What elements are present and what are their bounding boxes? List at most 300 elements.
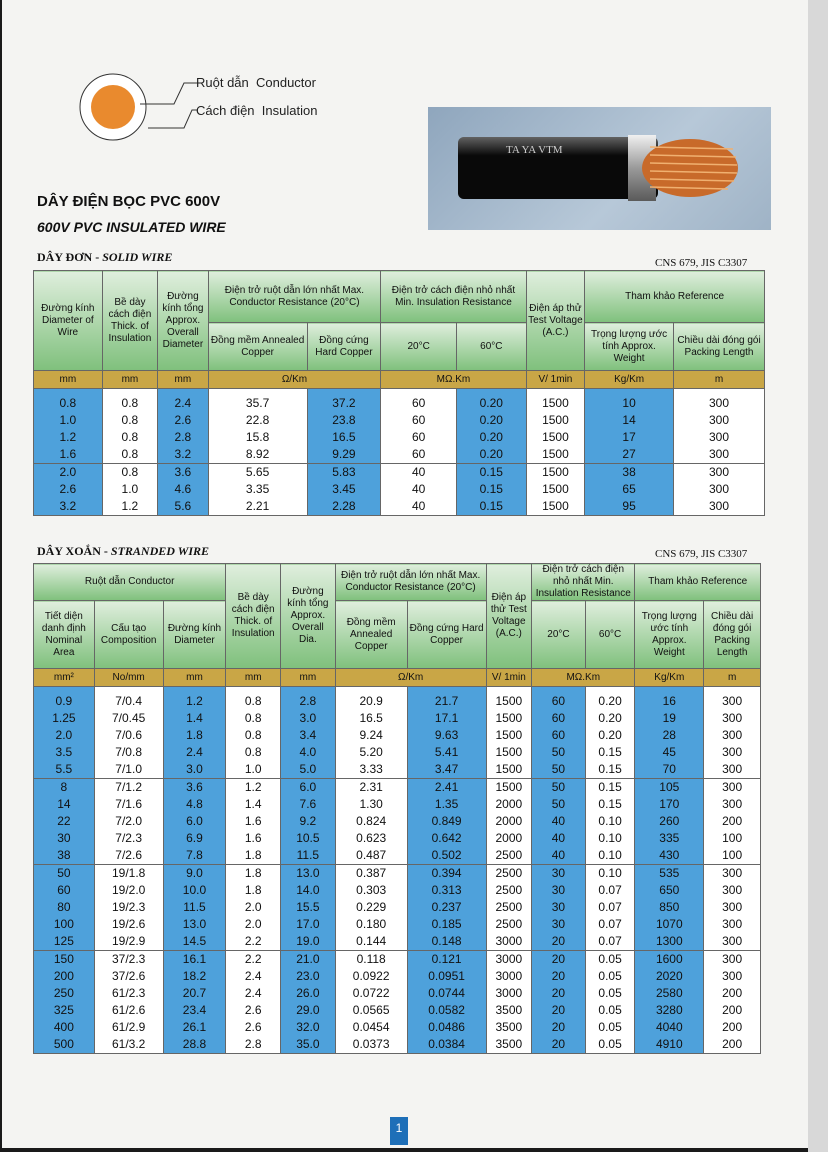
table-cell: 200 — [704, 985, 761, 1002]
table-cell: 0.10 — [585, 865, 635, 883]
table-cell: 3.47 — [407, 761, 486, 779]
table-cell: 0.15 — [585, 744, 635, 761]
table-cell: 7/2.0 — [94, 813, 163, 830]
table-cell: 5.41 — [407, 744, 486, 761]
hdr-weight: Trọng lượng ước tính Approx. Weight — [635, 601, 704, 669]
table-cell: 1600 — [635, 951, 704, 969]
table-cell: 335 — [635, 830, 704, 847]
table-cell: 30 — [34, 830, 95, 847]
table-cell: 40 — [532, 813, 586, 830]
hdr-thick: Bề dày cách điện Thick. of Insulation — [102, 271, 158, 371]
table-cell: 10.5 — [281, 830, 336, 847]
table-row — [34, 446, 765, 464]
unit-cell: V/ 1min — [526, 371, 585, 389]
table-cell: 300 — [704, 727, 761, 744]
table-cell: 300 — [704, 951, 761, 969]
table-cell: 260 — [635, 813, 704, 830]
table-cell: 16.5 — [307, 429, 381, 446]
table-cell: 300 — [674, 498, 765, 516]
table-cell: 37.2 — [307, 395, 381, 412]
hdr-annealed: Đồng mềm Annealed Copper — [335, 601, 407, 669]
solid-wire-table — [33, 270, 765, 516]
stranded-standard: CNS 679, JIS C3307 — [655, 548, 748, 560]
table-cell: 0.05 — [585, 1036, 635, 1054]
table-cell: 1.6 — [34, 446, 103, 464]
table-cell: 0.0384 — [407, 1036, 486, 1054]
table-cell: 2.2 — [226, 951, 281, 969]
table-cell: 20 — [532, 1019, 586, 1036]
table-cell: 300 — [704, 796, 761, 813]
table-cell: 100 — [704, 830, 761, 847]
hdr-area: Tiết diện danh định Nominal Area — [34, 601, 95, 669]
table-cell: 23.0 — [281, 968, 336, 985]
table-cell: 10 — [585, 395, 674, 412]
table-cell: 61/3.2 — [94, 1036, 163, 1054]
table-cell: 19/2.9 — [94, 933, 163, 951]
table-cell: 0.20 — [585, 710, 635, 727]
table-cell: 100 — [34, 916, 95, 933]
table-cell: 1500 — [486, 779, 532, 797]
table-cell: 105 — [635, 779, 704, 797]
table-cell: 0.15 — [456, 481, 526, 498]
table-cell: 7/0.6 — [94, 727, 163, 744]
table-cell: 6.9 — [163, 830, 226, 847]
table-row — [34, 464, 765, 482]
table-cell: 2.8 — [281, 693, 336, 710]
table-cell: 0.185 — [407, 916, 486, 933]
table-cell: 6.0 — [281, 779, 336, 797]
table-cell: 0.20 — [585, 727, 635, 744]
insulation-label: Cách điện Insulation — [196, 103, 318, 118]
table-cell: 9.29 — [307, 446, 381, 464]
table-cell: 0.121 — [407, 951, 486, 969]
table-cell: 50 — [34, 865, 95, 883]
stranded-wire-table — [33, 563, 761, 1054]
table-cell: 200 — [704, 1002, 761, 1019]
table-cell: 2.0 — [34, 464, 103, 482]
table-cell: 11.5 — [163, 899, 226, 916]
hdr-thick: Bề dày cách điện Thick. of Insulation — [226, 564, 281, 669]
table-cell: 14.5 — [163, 933, 226, 951]
table-row — [34, 813, 761, 830]
table-row — [34, 882, 761, 899]
table-cell: 0.8 — [226, 710, 281, 727]
table-cell: 0.8 — [226, 693, 281, 710]
table-cell: 4910 — [635, 1036, 704, 1054]
table-cell: 0.10 — [585, 813, 635, 830]
table-row — [34, 830, 761, 847]
table-cell: 0.05 — [585, 968, 635, 985]
table-cell: 0.07 — [585, 933, 635, 951]
table-cell: 61/2.9 — [94, 1019, 163, 1036]
table-cell: 19/2.0 — [94, 882, 163, 899]
table-cell: 0.20 — [456, 446, 526, 464]
table-cell: 2000 — [486, 813, 532, 830]
table-cell: 16.1 — [163, 951, 226, 969]
table-cell: 1.25 — [34, 710, 95, 727]
table-cell: 60 — [34, 882, 95, 899]
table-cell: 0.0454 — [335, 1019, 407, 1036]
table-row — [34, 796, 761, 813]
table-row — [34, 429, 765, 446]
table-cell: 0.8 — [102, 446, 158, 464]
table-row — [34, 847, 761, 865]
table-cell: 2.28 — [307, 498, 381, 516]
hdr-ins-res: Điện trở cách điện nhỏ nhất Min. Insulation Resistance — [381, 271, 526, 323]
table-row — [34, 916, 761, 933]
table-cell: 14 — [34, 796, 95, 813]
table-cell: 2.21 — [208, 498, 307, 516]
table-cell: 325 — [34, 1002, 95, 1019]
table-cell: 17 — [585, 429, 674, 446]
table-cell: 7/2.6 — [94, 847, 163, 865]
table-cell: 0.387 — [335, 865, 407, 883]
table-cell: 1.4 — [163, 710, 226, 727]
table-cell: 3.4 — [281, 727, 336, 744]
table-cell: 3.5 — [34, 744, 95, 761]
table-cell: 7/1.2 — [94, 779, 163, 797]
table-cell: 30 — [532, 882, 586, 899]
table-cell: 2.6 — [226, 1019, 281, 1036]
table-cell: 0.20 — [456, 429, 526, 446]
table-cell: 3.2 — [158, 446, 208, 464]
table-cell: 200 — [704, 813, 761, 830]
table-cell: 9.63 — [407, 727, 486, 744]
table-cell: 1.0 — [34, 412, 103, 429]
table-cell: 37/2.3 — [94, 951, 163, 969]
table-cell: 1500 — [526, 498, 585, 516]
table-row — [34, 985, 761, 1002]
table-cell: 3.35 — [208, 481, 307, 498]
table-cell: 2500 — [486, 865, 532, 883]
table-cell: 0.0565 — [335, 1002, 407, 1019]
table-cell: 2.4 — [226, 985, 281, 1002]
table-cell: 1500 — [526, 464, 585, 482]
table-cell: 0.0582 — [407, 1002, 486, 1019]
table-cell: 3.6 — [163, 779, 226, 797]
table-cell: 0.144 — [335, 933, 407, 951]
hdr-hard: Đồng cứng Hard Copper — [307, 323, 381, 371]
diagram-leader-lines — [140, 80, 200, 140]
table-cell: 20.7 — [163, 985, 226, 1002]
table-cell: 5.20 — [335, 744, 407, 761]
table-cell: 0.623 — [335, 830, 407, 847]
table-cell: 30 — [532, 899, 586, 916]
table-cell: 0.10 — [585, 847, 635, 865]
table-cell: 0.0744 — [407, 985, 486, 1002]
table-cell: 2.0 — [226, 899, 281, 916]
table-cell: 3.2 — [34, 498, 103, 516]
title-vi: DÂY ĐIỆN BỌC PVC 600V — [37, 193, 221, 210]
stranded-section-title: DÂY XOẮN - STRANDED WIRE — [37, 544, 210, 558]
table-cell: 0.15 — [585, 779, 635, 797]
table-cell: 17.0 — [281, 916, 336, 933]
unit-cell: mm — [102, 371, 158, 389]
wire-cross-section-diagram — [78, 72, 148, 142]
table-cell: 2500 — [486, 847, 532, 865]
table-cell: 4.6 — [158, 481, 208, 498]
table-cell: 150 — [34, 951, 95, 969]
unit-cell: mm — [163, 669, 226, 687]
table-cell: 35.7 — [208, 395, 307, 412]
table-cell: 20 — [532, 1036, 586, 1054]
table-cell: 7/0.45 — [94, 710, 163, 727]
table-cell: 0.0722 — [335, 985, 407, 1002]
hdr-voltage: Điện áp thử Test Voltage (A.C.) — [486, 564, 532, 669]
table-cell: 17.1 — [407, 710, 486, 727]
page-edge — [808, 0, 828, 1152]
table-cell: 0.118 — [335, 951, 407, 969]
table-cell: 2.0 — [34, 727, 95, 744]
table-cell: 100 — [704, 847, 761, 865]
table-row — [34, 1002, 761, 1019]
table-cell: 61/2.3 — [94, 985, 163, 1002]
hdr-weight: Trọng lượng ước tính Approx. Weight — [585, 323, 674, 371]
table-cell: 35.0 — [281, 1036, 336, 1054]
table-cell: 2.0 — [226, 916, 281, 933]
table-cell: 0.8 — [102, 395, 158, 412]
table-cell: 80 — [34, 899, 95, 916]
table-row — [34, 951, 761, 969]
table-row — [34, 865, 761, 883]
table-cell: 1500 — [526, 481, 585, 498]
table-cell: 300 — [674, 481, 765, 498]
table-cell: 1500 — [526, 412, 585, 429]
table-cell: 23.4 — [163, 1002, 226, 1019]
table-cell: 26.0 — [281, 985, 336, 1002]
table-cell: 15.5 — [281, 899, 336, 916]
unit-cell: mm² — [34, 669, 95, 687]
table-cell: 20 — [532, 985, 586, 1002]
table-cell: 50 — [532, 779, 586, 797]
table-cell: 300 — [704, 761, 761, 779]
table-cell: 0.487 — [335, 847, 407, 865]
table-row — [34, 481, 765, 498]
table-cell: 200 — [34, 968, 95, 985]
table-cell: 1500 — [486, 693, 532, 710]
hdr-cond-res: Điện trở ruột dẫn lớn nhất Max. Conductor Resistance (20°C) — [335, 564, 486, 601]
table-cell: 7.8 — [163, 847, 226, 865]
table-cell: 1500 — [486, 727, 532, 744]
table-cell: 5.5 — [34, 761, 95, 779]
table-cell: 1500 — [526, 429, 585, 446]
table-cell: 300 — [704, 916, 761, 933]
table-cell: 16.5 — [335, 710, 407, 727]
table-cell: 2.4 — [226, 968, 281, 985]
table-cell: 22 — [34, 813, 95, 830]
table-row — [34, 744, 761, 761]
table-cell: 7.6 — [281, 796, 336, 813]
table-cell: 0.8 — [102, 412, 158, 429]
table-cell: 0.237 — [407, 899, 486, 916]
table-cell: 400 — [34, 1019, 95, 1036]
table-cell: 1.2 — [163, 693, 226, 710]
table-cell: 1.6 — [226, 813, 281, 830]
table-cell: 8 — [34, 779, 95, 797]
table-cell: 28.8 — [163, 1036, 226, 1054]
table-cell: 1070 — [635, 916, 704, 933]
table-cell: 7/0.8 — [94, 744, 163, 761]
table-cell: 3000 — [486, 933, 532, 951]
table-cell: 1500 — [526, 446, 585, 464]
table-cell: 1.6 — [226, 830, 281, 847]
table-cell: 37/2.6 — [94, 968, 163, 985]
cable-print-text: TA YA VTM — [506, 144, 563, 156]
table-cell: 7/2.3 — [94, 830, 163, 847]
page-number: 1 — [390, 1117, 408, 1145]
table-cell: 300 — [674, 429, 765, 446]
conductor-label: Ruột dẫn Conductor — [196, 75, 316, 90]
table-row — [34, 710, 761, 727]
table-cell: 300 — [674, 395, 765, 412]
table-cell: 19.0 — [281, 933, 336, 951]
table-cell: 1.0 — [226, 761, 281, 779]
table-cell: 30 — [532, 916, 586, 933]
table-cell: 65 — [585, 481, 674, 498]
table-cell: 40 — [381, 464, 457, 482]
title-en: 600V PVC INSULATED WIRE — [37, 219, 226, 235]
solid-standard: CNS 679, JIS C3307 — [655, 257, 748, 269]
table-cell: 0.07 — [585, 899, 635, 916]
table-cell: 300 — [704, 899, 761, 916]
table-cell: 30 — [532, 865, 586, 883]
table-cell: 1.4 — [226, 796, 281, 813]
table-cell: 13.0 — [163, 916, 226, 933]
table-cell: 11.5 — [281, 847, 336, 865]
table-row — [34, 412, 765, 429]
table-cell: 7/1.0 — [94, 761, 163, 779]
table-cell: 1500 — [526, 395, 585, 412]
table-cell: 10.0 — [163, 882, 226, 899]
table-cell: 7/1.6 — [94, 796, 163, 813]
table-cell: 300 — [704, 882, 761, 899]
table-cell: 70 — [635, 761, 704, 779]
table-cell: 19 — [635, 710, 704, 727]
table-cell: 8.92 — [208, 446, 307, 464]
table-cell: 95 — [585, 498, 674, 516]
hdr-annealed: Đồng mềm Annealed Copper — [208, 323, 307, 371]
table-cell: 0.15 — [456, 464, 526, 482]
table-cell: 2.6 — [226, 1002, 281, 1019]
table-cell: 60 — [381, 412, 457, 429]
table-cell: 535 — [635, 865, 704, 883]
hdr-length: Chiều dài đóng gói Packing Length — [704, 601, 761, 669]
table-cell: 300 — [704, 710, 761, 727]
table-cell: 60 — [532, 693, 586, 710]
unit-cell: Ω/Km — [335, 669, 486, 687]
table-cell: 1.8 — [163, 727, 226, 744]
table-cell: 0.0373 — [335, 1036, 407, 1054]
unit-cell: V/ 1min — [486, 669, 532, 687]
table-cell: 18.2 — [163, 968, 226, 985]
table-cell: 3500 — [486, 1019, 532, 1036]
table-cell: 300 — [704, 968, 761, 985]
table-cell: 0.394 — [407, 865, 486, 883]
table-cell: 0.05 — [585, 951, 635, 969]
table-cell: 0.05 — [585, 1019, 635, 1036]
cable-photo — [428, 107, 771, 230]
table-cell: 300 — [704, 933, 761, 951]
hdr-composition: Cấu tạo Composition — [94, 601, 163, 669]
table-cell: 60 — [381, 446, 457, 464]
table-cell: 32.0 — [281, 1019, 336, 1036]
hdr-t20: 20°C — [532, 601, 586, 669]
table-cell: 0.849 — [407, 813, 486, 830]
table-cell: 1.2 — [226, 779, 281, 797]
unit-cell: Ω/Km — [208, 371, 381, 389]
table-row — [34, 727, 761, 744]
table-cell: 1.8 — [226, 847, 281, 865]
table-cell: 2500 — [486, 916, 532, 933]
table-cell: 3000 — [486, 951, 532, 969]
table-cell: 0.8 — [226, 727, 281, 744]
hdr-reference: Tham khảo Reference — [635, 564, 761, 601]
table-cell: 60 — [532, 727, 586, 744]
table-cell: 40 — [532, 847, 586, 865]
table-cell: 15.8 — [208, 429, 307, 446]
table-cell: 0.20 — [585, 693, 635, 710]
table-cell: 200 — [704, 1036, 761, 1054]
table-cell: 0.15 — [585, 761, 635, 779]
table-cell: 19/2.3 — [94, 899, 163, 916]
table-cell: 0.0922 — [335, 968, 407, 985]
hdr-overall: Đường kính tổng Approx. Overall Diameter — [158, 271, 208, 371]
table-row — [34, 761, 761, 779]
table-cell: 2.4 — [163, 744, 226, 761]
table-cell: 2580 — [635, 985, 704, 1002]
table-row — [34, 779, 761, 797]
table-cell: 0.15 — [585, 796, 635, 813]
table-cell: 2000 — [486, 796, 532, 813]
table-cell: 250 — [34, 985, 95, 1002]
table-cell: 20 — [532, 968, 586, 985]
table-cell: 0.0951 — [407, 968, 486, 985]
table-cell: 38 — [585, 464, 674, 482]
unit-cell: mm — [158, 371, 208, 389]
table-cell: 21.7 — [407, 693, 486, 710]
table-cell: 50 — [532, 744, 586, 761]
table-cell: 5.65 — [208, 464, 307, 482]
table-cell: 5.0 — [281, 761, 336, 779]
table-row — [34, 933, 761, 951]
table-cell: 0.502 — [407, 847, 486, 865]
table-cell: 0.8 — [226, 744, 281, 761]
unit-cell: Kg/Km — [585, 371, 674, 389]
table-cell: 20.9 — [335, 693, 407, 710]
table-cell: 0.180 — [335, 916, 407, 933]
table-cell: 0.229 — [335, 899, 407, 916]
table-cell: 0.8 — [102, 464, 158, 482]
table-cell: 0.15 — [456, 498, 526, 516]
table-cell: 21.0 — [281, 951, 336, 969]
table-cell: 1.35 — [407, 796, 486, 813]
table-cell: 0.07 — [585, 882, 635, 899]
table-row — [34, 693, 761, 710]
table-cell: 1500 — [486, 761, 532, 779]
hdr-overall: Đường kính tổng Approx. Overall Dia. — [281, 564, 336, 669]
table-cell: 850 — [635, 899, 704, 916]
table-cell: 1500 — [486, 710, 532, 727]
table-cell: 60 — [381, 395, 457, 412]
table-cell: 14 — [585, 412, 674, 429]
unit-cell: mm — [281, 669, 336, 687]
table-cell: 0.05 — [585, 1002, 635, 1019]
hdr-cond-res: Điện trở ruột dẫn lớn nhất Max. Conductor Resistance (20°C) — [208, 271, 381, 323]
hdr-t60: 60°C — [585, 601, 635, 669]
table-cell: 1.0 — [102, 481, 158, 498]
unit-cell: Kg/Km — [635, 669, 704, 687]
table-cell: 16 — [635, 693, 704, 710]
